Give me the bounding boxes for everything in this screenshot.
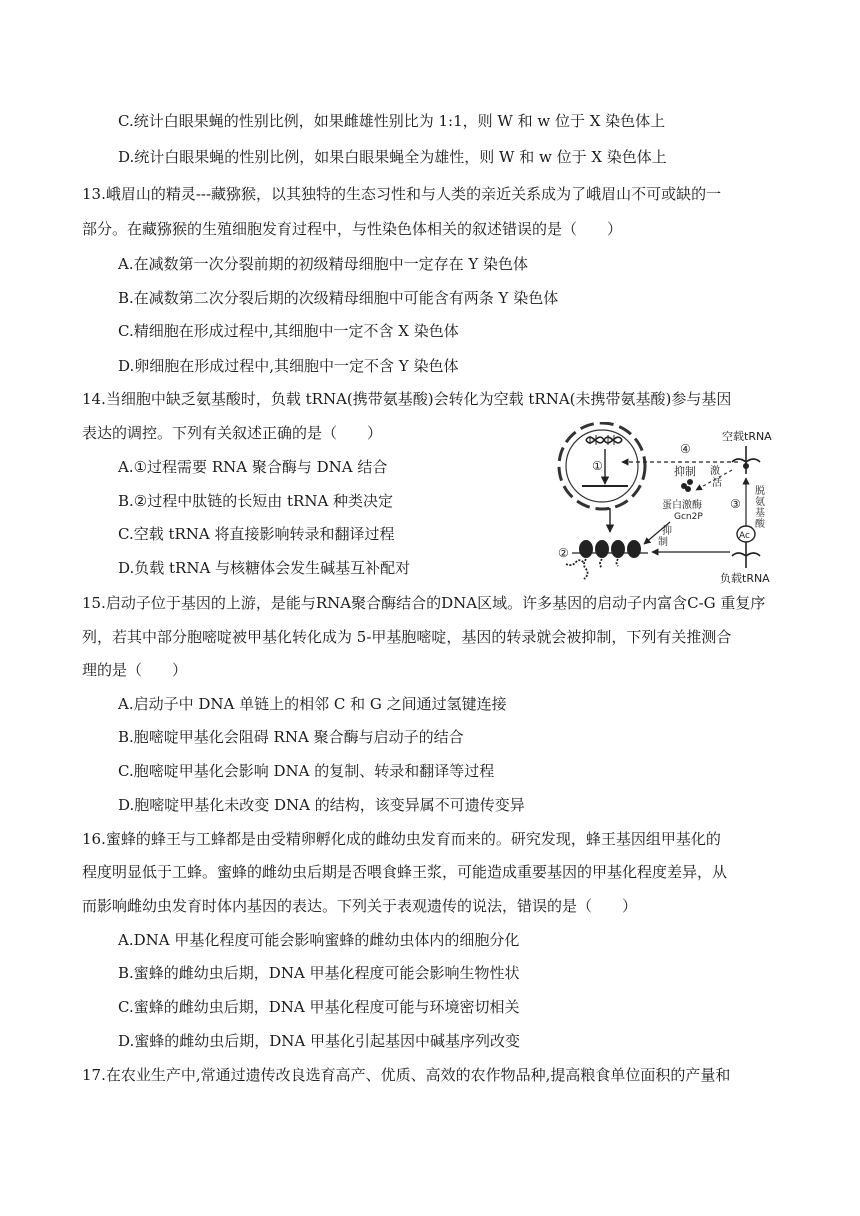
- ribosome-icons: [579, 540, 641, 558]
- q13-stem-line-1: 13.峨眉山的精灵---藏猕猴，以其独特的生态习性和与人类的亲近关系成为了峨眉山不可或缺的一: [82, 185, 722, 203]
- q15-option-c: C.胞嘧啶甲基化会影响 DNA 的复制、转录和翻译等过程: [118, 762, 495, 780]
- q16-option-d: D.蜜蜂的雌幼虫后期，DNA 甲基化引起基因中碱基序列改变: [118, 1032, 521, 1050]
- q15-stem-line-3: 理的是（ ）: [82, 661, 188, 679]
- q13-option-c: C.精细胞在形成过程中,其细胞中一定不含 X 染色体: [118, 322, 459, 340]
- deacyl-label-1: 脱: [755, 486, 765, 497]
- gcn2p-label: Gcn2P: [674, 512, 703, 522]
- q16-stem-line-1: 16.蜜蜂的蜂王与工蜂都是由受精卵孵化成的雌幼虫发育而来的。研究发现，蜂王基因组甲基化的: [82, 830, 721, 848]
- step-4-label: ④: [680, 442, 691, 456]
- step-2-label: ②: [558, 546, 569, 560]
- q16-stem-line-3: 而影响雌幼虫发育时体内基因的表达。下列关于表观遗传的说法，错误的是（ ）: [82, 897, 638, 915]
- q14-option-c: C.空载 tRNA 将直接影响转录和翻译过程: [118, 525, 395, 543]
- q14-option-b: B.②过程中肽链的长短由 tRNA 种类决定: [118, 492, 394, 510]
- q12-option-d: D.统计白眼果蝇的性别比例，如果白眼果蝇全为雄性，则 W 和 w 位于 X 染色体上: [118, 148, 667, 166]
- deacyl-label-4: 酸: [755, 519, 765, 530]
- inhibit-2b-label: 制: [658, 537, 668, 548]
- q14-stem-line-2: 表达的调控。下列有关叙述正确的是（ ）: [82, 424, 383, 442]
- q15-option-b: B.胞嘧啶甲基化会阻碍 RNA 聚合酶与启动子的结合: [118, 728, 464, 746]
- q15-stem-line-1: 15.启动子位于基因的上游，是能与RNA聚合酶结合的DNA区域。许多基因的启动子内富含C-G 重复序: [82, 594, 766, 612]
- q17-stem-line-1: 17.在农业生产中,常通过遗传改良选育高产、优质、高效的农作物品种,提高粮食单位面积的产量和: [82, 1066, 731, 1084]
- loaded-trna-label: 负载tRNA: [720, 572, 770, 585]
- q13-option-b: B.在减数第二次分裂后期的次级精母细胞中可能含有两条 Y 染色体: [118, 289, 559, 307]
- q16-option-b: B.蜜蜂的雌幼虫后期，DNA 甲基化程度可能会影响生物性状: [118, 964, 520, 982]
- ac-label: Ac: [739, 531, 750, 541]
- q16-option-c: C.蜜蜂的雌幼虫后期，DNA 甲基化程度可能与环境密切相关: [118, 998, 520, 1016]
- protein-kinase-icon: [681, 479, 693, 492]
- dna-helix-icon: [586, 435, 622, 445]
- q16-option-a: A.DNA 甲基化程度可能会影响蜜蜂的雌幼虫体内的细胞分化: [118, 931, 520, 949]
- trna-regulation-diagram: [552, 422, 792, 587]
- inhibit-2a-label: 抑: [662, 526, 672, 537]
- q13-option-a: A.在减数第一次分裂前期的初级精母细胞中一定存在 Y 染色体: [118, 255, 529, 273]
- q15-option-d: D.胞嘧啶甲基化未改变 DNA 的结构，该变异属不可遗传变异: [118, 796, 525, 814]
- step-3-label: ③: [730, 497, 741, 511]
- peptide-chains: [566, 559, 618, 579]
- q13-stem-line-2: 部分。在藏猕猴的生殖细胞发育过程中，与性染色体相关的叙述错误的是（ ）: [82, 220, 623, 238]
- deacyl-label-2: 氨: [755, 497, 765, 508]
- activate-label-1: 激: [710, 466, 720, 477]
- step-1-label: ①: [592, 459, 603, 473]
- q15-option-a: A.启动子中 DNA 单链上的相邻 C 和 G 之间通过氢键连接: [118, 695, 507, 713]
- deacyl-label-3: 基: [755, 508, 765, 519]
- q14-stem-line-1: 14.当细胞中缺乏氨基酸时，负载 tRNA(携带氨基酸)会转化为空载 tRNA(未携带氨基酸)参与基因: [82, 390, 732, 408]
- empty-trna-icon: [732, 446, 760, 474]
- q15-stem-line-2: 列，若其中部分胞嘧啶被甲基化转化成为 5-甲基胞嘧啶，基因的转录就会被抑制，下列有关推测合: [82, 628, 732, 646]
- q14-option-a: A.①过程需要 RNA 聚合酶与 DNA 结合: [118, 458, 388, 476]
- empty-trna-label: 空载tRNA: [722, 430, 772, 443]
- inhibit-label: 抑制: [674, 465, 696, 478]
- q12-option-c: C.统计白眼果蝇的性别比例，如果雌雄性别比为 1:1，则 W 和 w 位于 X 染色体上: [118, 112, 666, 130]
- q16-stem-line-2: 程度明显低于工蜂。蜜蜂的雌幼虫后期是否喂食蜂王浆，可能造成重要基因的甲基化程度差异，从: [82, 863, 728, 881]
- activate-label-2: 活: [712, 478, 722, 489]
- q14-option-d: D.负载 tRNA 与核糖体会发生碱基互补配对: [118, 559, 411, 577]
- protein-kinase-label: 蛋白激酶: [662, 500, 702, 511]
- q13-option-d: D.卵细胞在形成过程中,其细胞中一定不含 Y 染色体: [118, 357, 459, 375]
